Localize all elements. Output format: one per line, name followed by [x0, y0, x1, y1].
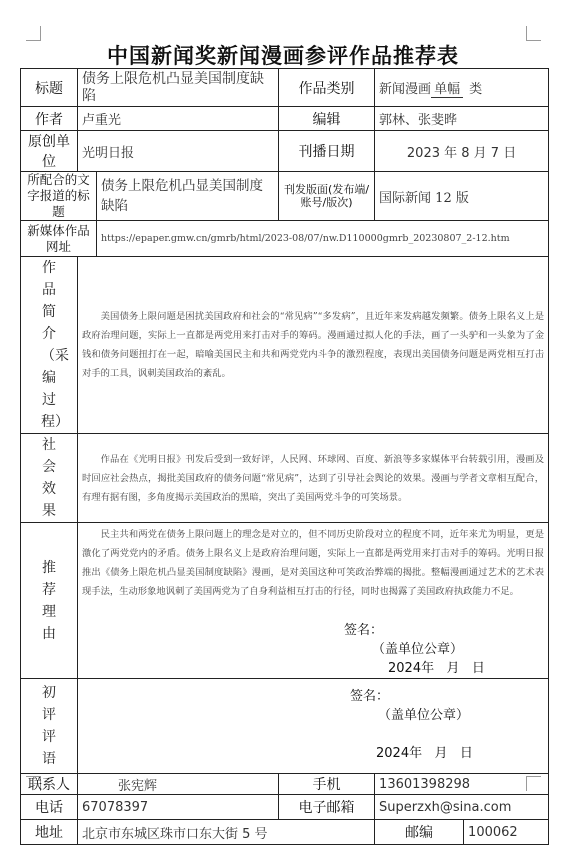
review-date: 2024年 月 日	[376, 746, 473, 761]
label-address: 地址	[21, 820, 78, 845]
effect-text: 作品在《光明日报》刊发后受到一致好评，人民网、环球网、百度、新浪等多家媒体平台转载引用，漫画及时回应社会热点，揭批美国政府的债务问题“常见病”，达到了引导社会舆论的效果。漫画与学者文章相互配合，有理有据有图，多角度揭示美国政治的黑暗，突出了美国两党斗争的可笑场景。	[82, 453, 545, 503]
row-related	[21, 172, 549, 221]
crop-mark-top-right	[526, 26, 541, 41]
label-media-url: 新媒体作品网址	[21, 221, 97, 257]
label-unit: 原创单位	[21, 131, 78, 172]
row-address	[21, 820, 549, 845]
related-title: 债务上限危机凸显美国制度缺陷	[97, 172, 279, 221]
reason-text: 民主共和两党在债务上限问题上的理念是对立的，但不同历史阶段对立的程度不同，近年来尤为明显，更是激化了两党党内的矛盾。债务上限名义上是政府治理问题，实际上一直都是两党用来打击对手的筹码。光明日报推出《债务上限危机凸显美国制度缺陷》漫画，是对美国这种可笑政治弊端的揭批。整幅漫画通过艺术的艺术表现手法，生动形象地讽刺了美国两党为了自身利益相互打击的行径，同时也揭露了美国政府执政能力不足。	[82, 529, 545, 597]
contact-mobile: 13601398298	[375, 774, 549, 795]
reason-date: 2024年 月 日	[388, 661, 485, 676]
recommendation-form	[20, 68, 549, 845]
contact-postcode: 100062	[464, 820, 549, 845]
label-contact: 联系人	[21, 774, 78, 795]
label-date: 刊播日期	[279, 131, 375, 172]
label-author: 作者	[21, 107, 78, 131]
row-media-url	[21, 221, 549, 257]
work-unit: 光明日报	[78, 131, 279, 172]
label-phone: 电话	[21, 795, 78, 820]
work-title: 债务上限危机凸显美国制度缺陷	[78, 69, 279, 107]
row-review	[21, 679, 549, 774]
label-editor: 编辑	[279, 107, 375, 131]
label-review: 初评评语	[21, 679, 78, 774]
row-intro	[21, 257, 549, 434]
intro-text: 美国债务上限问题是困扰美国政府和社会的“常见病”“多发病”，且近年来发病越发频繁。债务上限名义上是政府治理问题，实际上一直都是两党用来打击对手的筹码。漫画通过拟人化的手法，画了一头驴和一头象为了金钱和债务问题扭打在一起，暗喻美国民主和共和两党党内斗争的激烈程度，表现出美国债务问题是两党相互打击对手的工具，讽刺美国政治的紊乱。	[82, 311, 545, 379]
review-sign-label: 签名：	[350, 689, 390, 704]
contact-address: 北京市东城区珠市口东大街 5 号	[78, 820, 375, 845]
label-related-title: 所配合的文字报道的标题	[21, 172, 97, 221]
work-editor: 郭林、张斐晔	[375, 107, 549, 131]
reason-seal: （盖单位公章）	[372, 642, 464, 657]
media-url[interactable]: https://epaper.gmw.cn/gmrb/html/2023-08/07/nw.D110000gmrb_20230807_2-12.htm	[97, 221, 549, 257]
row-author	[21, 107, 549, 131]
work-category	[375, 69, 549, 107]
review-seal: （盖单位公章）	[378, 708, 470, 723]
reason-cell	[78, 523, 549, 679]
contact-name: 张宪辉	[78, 774, 279, 795]
label-category: 作品类别	[279, 69, 375, 107]
row-effect	[21, 434, 549, 523]
work-author: 卢重光	[78, 107, 279, 131]
intro-cell	[78, 257, 549, 434]
category-prefix: 新闻漫画	[379, 82, 432, 97]
row-contact	[21, 774, 549, 795]
row-unit	[21, 131, 549, 172]
contact-phone: 67078397	[78, 795, 279, 820]
label-postcode: 邮编	[375, 820, 464, 845]
row-title	[21, 69, 549, 107]
contact-email: Superzxh@sina.com	[375, 795, 549, 820]
label-mobile: 手机	[279, 774, 375, 795]
work-page: 国际新闻 12 版	[375, 172, 549, 221]
reason-sign-label: 签名：	[344, 623, 384, 638]
row-phone	[21, 795, 549, 820]
work-date: 2023 年 8 月 7 日	[375, 131, 549, 172]
category-suffix: 类	[469, 82, 483, 97]
row-reason	[21, 523, 549, 679]
label-title: 标题	[21, 69, 78, 107]
review-cell	[78, 679, 549, 774]
page-title: 中国新闻奖新闻漫画参评作品推荐表	[107, 44, 459, 68]
label-reason: 推荐理由	[21, 523, 78, 679]
label-intro: 作品简介（采编过程）	[21, 257, 78, 434]
label-page: 刊发版面(发布端/账号/版次)	[279, 172, 375, 221]
category-value: 单幅	[431, 82, 463, 98]
crop-mark-top-left	[26, 26, 41, 41]
label-effect: 社会效果	[21, 434, 78, 523]
effect-cell	[78, 434, 549, 523]
label-email: 电子邮箱	[279, 795, 375, 820]
